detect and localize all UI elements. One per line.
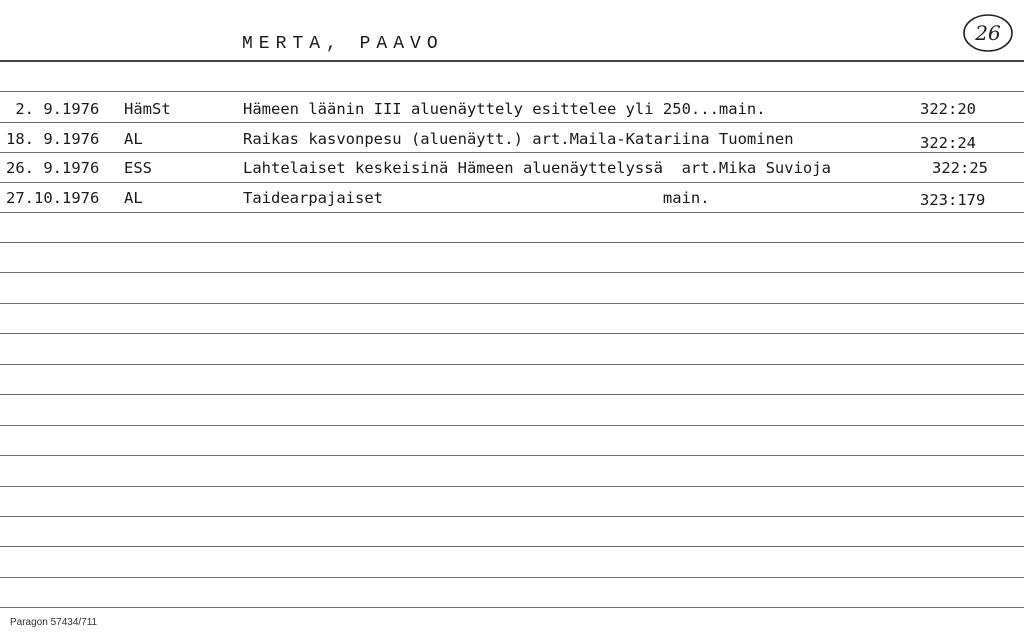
entry-reference: 322:24 bbox=[920, 134, 976, 152]
entry-description: Taidearpajaiset main. bbox=[243, 189, 710, 207]
entry-row bbox=[0, 155, 1024, 183]
header-rule bbox=[0, 60, 1024, 62]
rule-line bbox=[0, 272, 1024, 273]
rule-line bbox=[0, 364, 1024, 365]
entry-source: AL bbox=[124, 189, 143, 207]
entry-reference: 322:25 bbox=[932, 159, 988, 177]
card-number: 26 bbox=[975, 21, 1001, 45]
entry-row bbox=[0, 126, 1024, 154]
rule-line bbox=[0, 242, 1024, 243]
entry-date: 18. 9.1976 bbox=[6, 130, 100, 148]
entry-description: Raikas kasvonpesu (aluenäytt.) art.Maila-Katariina Tuominen bbox=[243, 130, 794, 148]
rule-line bbox=[0, 333, 1024, 334]
rule-line bbox=[0, 607, 1024, 608]
rule-line bbox=[0, 455, 1024, 456]
rule-line bbox=[0, 91, 1024, 92]
entry-description: Hämeen läänin III aluenäyttely esittelee yli 250...main. bbox=[243, 100, 766, 118]
card-title: MERTA, PAAVO bbox=[242, 34, 444, 54]
entry-source: ESS bbox=[124, 159, 152, 177]
entry-description: Lahtelaiset keskeisinä Hämeen aluenäyttelyssä art.Mika Suvioja bbox=[243, 159, 831, 177]
entry-reference: 322:20 bbox=[920, 100, 976, 118]
rule-line bbox=[0, 303, 1024, 304]
rule-line bbox=[0, 486, 1024, 487]
entry-date: 26. 9.1976 bbox=[6, 159, 100, 177]
card-number-circle bbox=[962, 12, 1014, 54]
rule-line bbox=[0, 425, 1024, 426]
print-code: Paragon 57434/711 bbox=[10, 617, 98, 628]
rule-line bbox=[0, 577, 1024, 578]
entry-row bbox=[0, 96, 1024, 124]
entry-reference: 323:179 bbox=[920, 191, 986, 209]
entry-date: 27.10.1976 bbox=[6, 189, 100, 207]
entry-source: AL bbox=[124, 130, 143, 148]
rule-line bbox=[0, 394, 1024, 395]
entry-source: HämSt bbox=[124, 100, 171, 118]
rule-line bbox=[0, 546, 1024, 547]
entry-date: 2. 9.1976 bbox=[6, 100, 100, 118]
entry-row bbox=[0, 185, 1024, 213]
rule-line bbox=[0, 516, 1024, 517]
